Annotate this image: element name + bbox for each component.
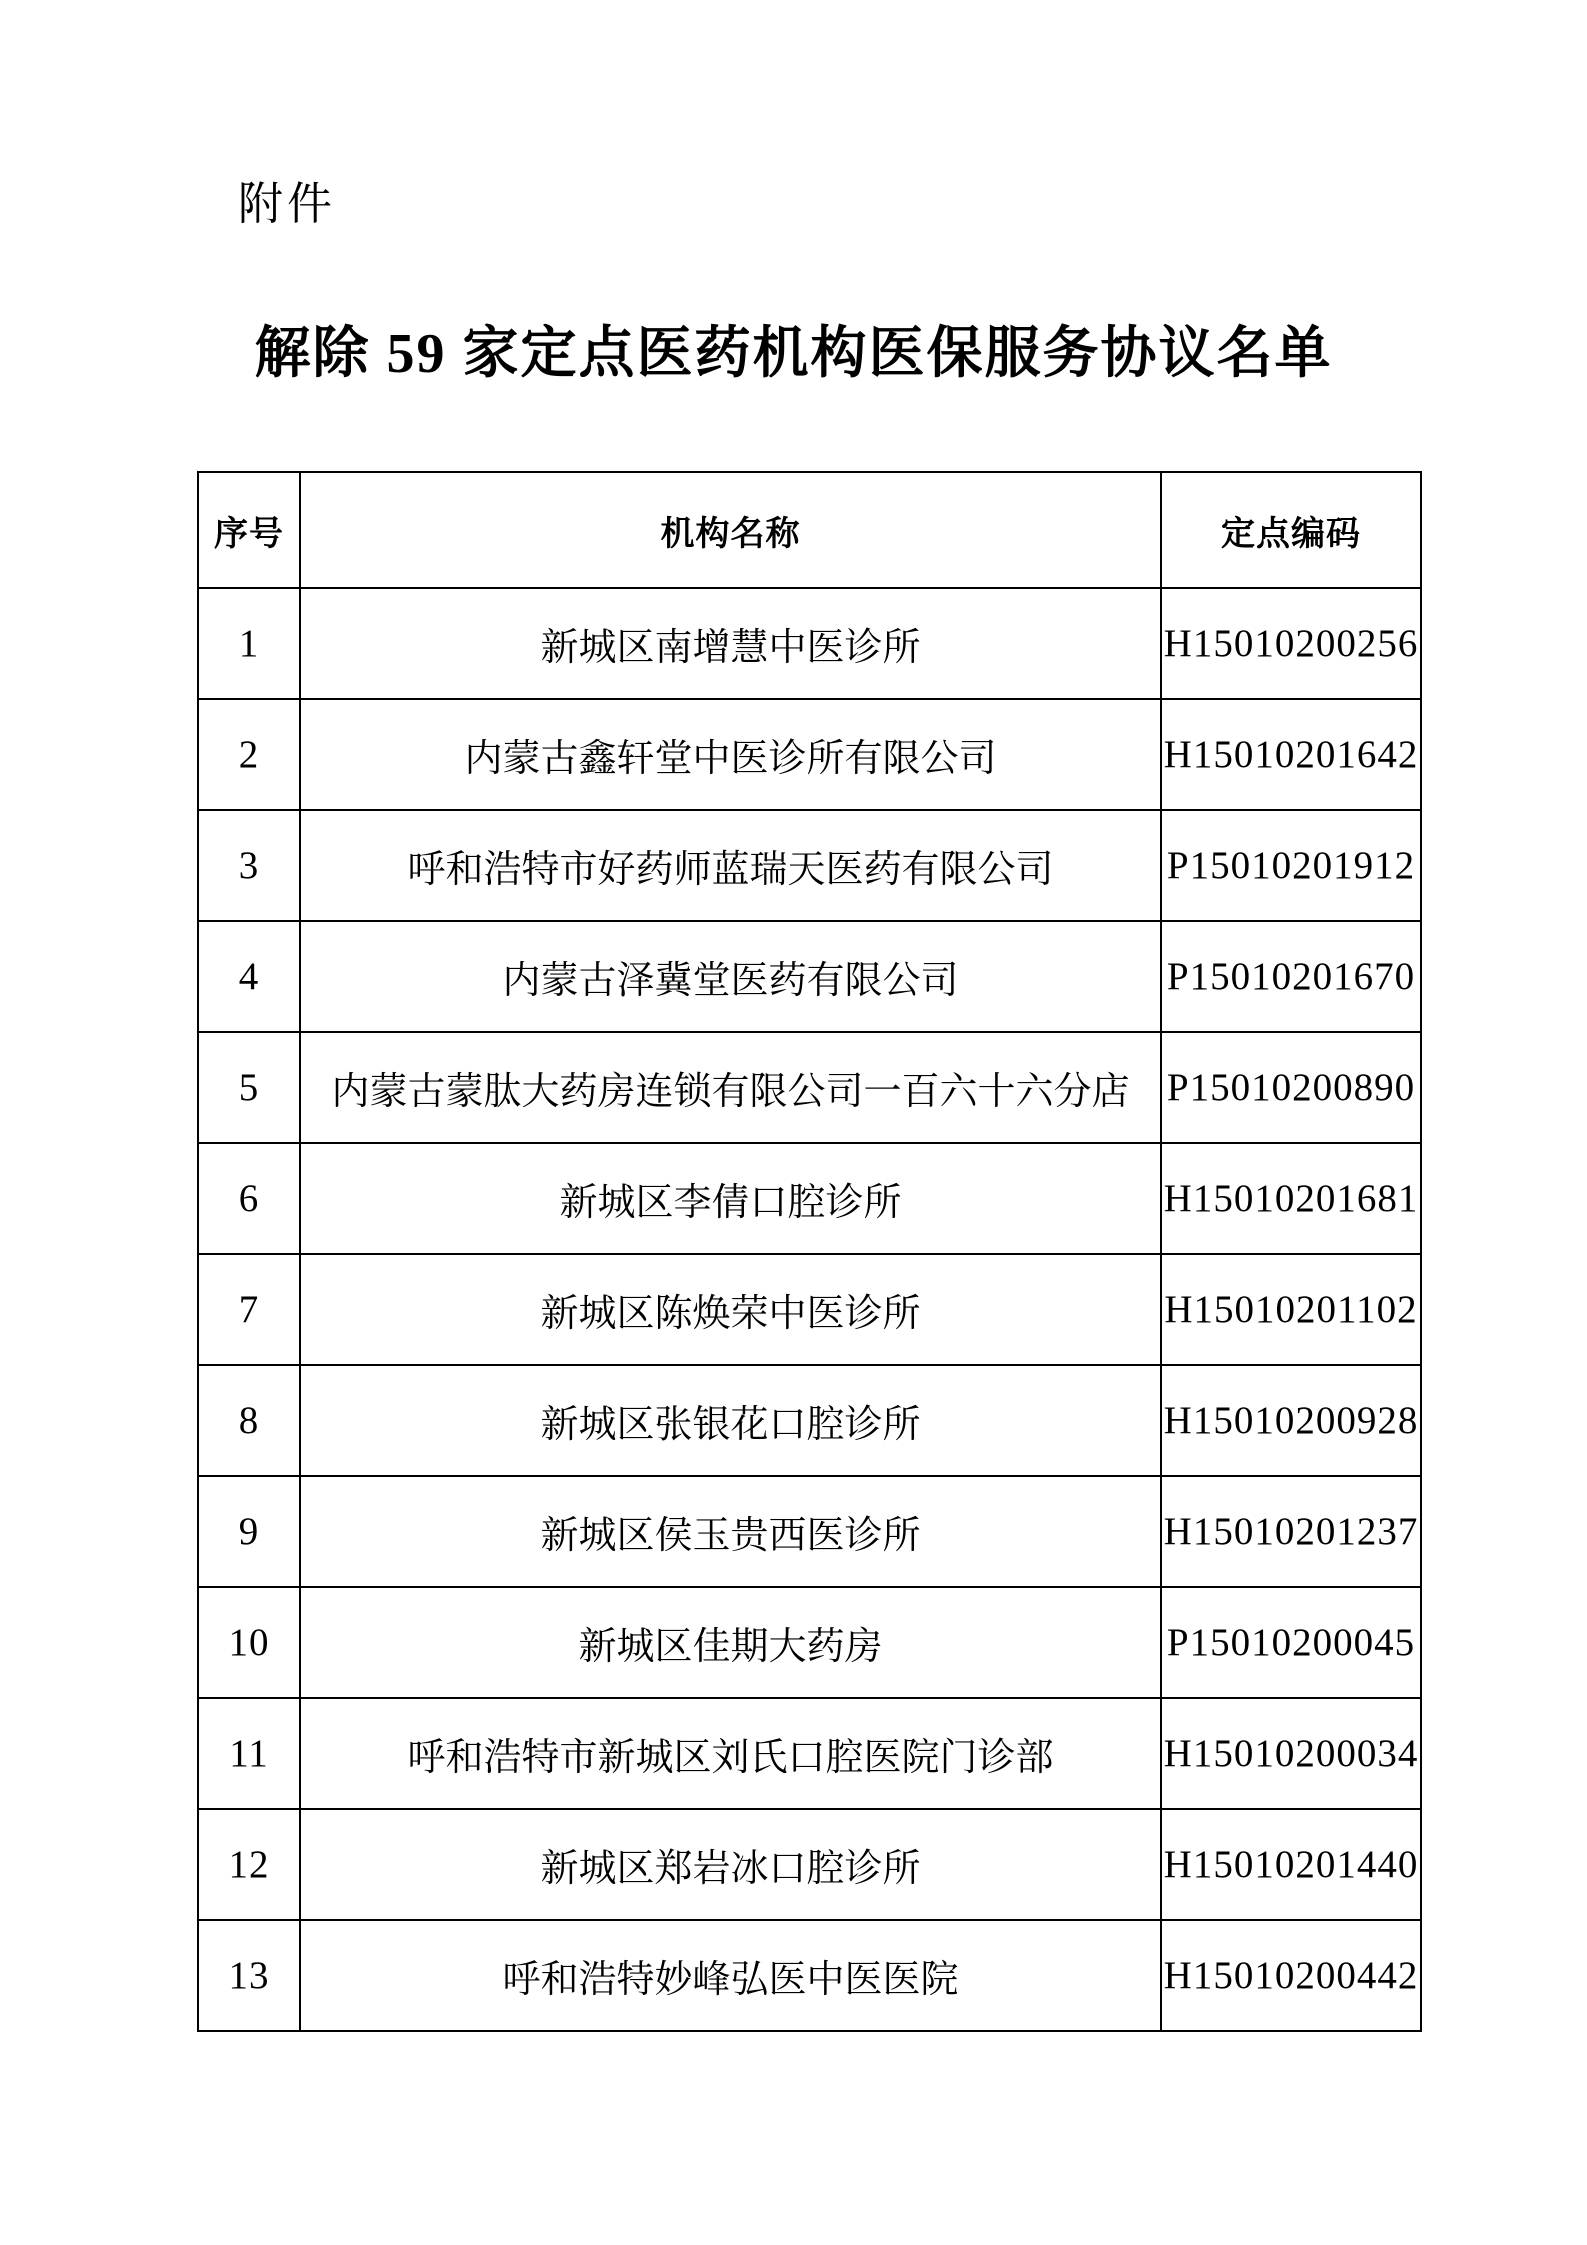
seq-cell: 5: [198, 1032, 300, 1143]
seq-cell: 3: [198, 810, 300, 921]
code-cell: H15010201440: [1161, 1809, 1421, 1920]
header-seq: 序号: [198, 472, 300, 588]
table-header-row: [198, 472, 1421, 588]
seq-cell: 11: [198, 1698, 300, 1809]
table-row: [198, 588, 1421, 699]
institution-name-cell: 新城区陈焕荣中医诊所: [300, 1254, 1161, 1365]
institution-name-cell: 呼和浩特市新城区刘氏口腔医院门诊部: [300, 1698, 1161, 1809]
institution-name-cell: 内蒙古泽冀堂医药有限公司: [300, 921, 1161, 1032]
institution-name-cell: 呼和浩特妙峰弘医中医医院: [300, 1920, 1161, 2031]
seq-cell: 13: [198, 1920, 300, 2031]
institution-name-cell: 新城区侯玉贵西医诊所: [300, 1476, 1161, 1587]
code-cell: H15010201681: [1161, 1143, 1421, 1254]
institution-name-cell: 呼和浩特市好药师蓝瑞天医药有限公司: [300, 810, 1161, 921]
table-row: [198, 1698, 1421, 1809]
institution-name-cell: 新城区郑岩冰口腔诊所: [300, 1809, 1161, 1920]
table-row: [198, 1587, 1421, 1698]
seq-cell: 1: [198, 588, 300, 699]
table-row: [198, 810, 1421, 921]
code-cell: H15010200928: [1161, 1365, 1421, 1476]
table-row: [198, 699, 1421, 810]
seq-cell: 9: [198, 1476, 300, 1587]
code-cell: H15010201237: [1161, 1476, 1421, 1587]
seq-cell: 7: [198, 1254, 300, 1365]
seq-cell: 4: [198, 921, 300, 1032]
header-code: 定点编码: [1161, 472, 1421, 588]
table-row: [198, 921, 1421, 1032]
table-row: [198, 1809, 1421, 1920]
code-cell: H15010200034: [1161, 1698, 1421, 1809]
institution-table: [197, 471, 1422, 2032]
code-cell: H15010200256: [1161, 588, 1421, 699]
code-cell: P15010201912: [1161, 810, 1421, 921]
institution-name-cell: 新城区李倩口腔诊所: [300, 1143, 1161, 1254]
code-cell: P15010200045: [1161, 1587, 1421, 1698]
code-cell: P15010200890: [1161, 1032, 1421, 1143]
code-cell: P15010201670: [1161, 921, 1421, 1032]
attachment-label: 附件: [238, 179, 337, 229]
code-cell: H15010201102: [1161, 1254, 1421, 1365]
code-cell: H15010201642: [1161, 699, 1421, 810]
table-row: [198, 1032, 1421, 1143]
table-body: [198, 588, 1421, 2031]
table-row: [198, 1365, 1421, 1476]
seq-cell: 2: [198, 699, 300, 810]
header-name: 机构名称: [300, 472, 1161, 588]
seq-cell: 8: [198, 1365, 300, 1476]
table-row: [198, 1920, 1421, 2031]
institution-name-cell: 内蒙古蒙肽大药房连锁有限公司一百六十六分店: [300, 1032, 1161, 1143]
seq-cell: 12: [198, 1809, 300, 1920]
seq-cell: 10: [198, 1587, 300, 1698]
seq-cell: 6: [198, 1143, 300, 1254]
page-title: 解除 59 家定点医药机构医保服务协议名单: [254, 323, 1333, 385]
institution-name-cell: 内蒙古鑫轩堂中医诊所有限公司: [300, 699, 1161, 810]
code-cell: H15010200442: [1161, 1920, 1421, 2031]
table-row: [198, 1143, 1421, 1254]
institution-name-cell: 新城区南增慧中医诊所: [300, 588, 1161, 699]
table-row: [198, 1476, 1421, 1587]
institution-name-cell: 新城区佳期大药房: [300, 1587, 1161, 1698]
table-row: [198, 1254, 1421, 1365]
institution-name-cell: 新城区张银花口腔诊所: [300, 1365, 1161, 1476]
